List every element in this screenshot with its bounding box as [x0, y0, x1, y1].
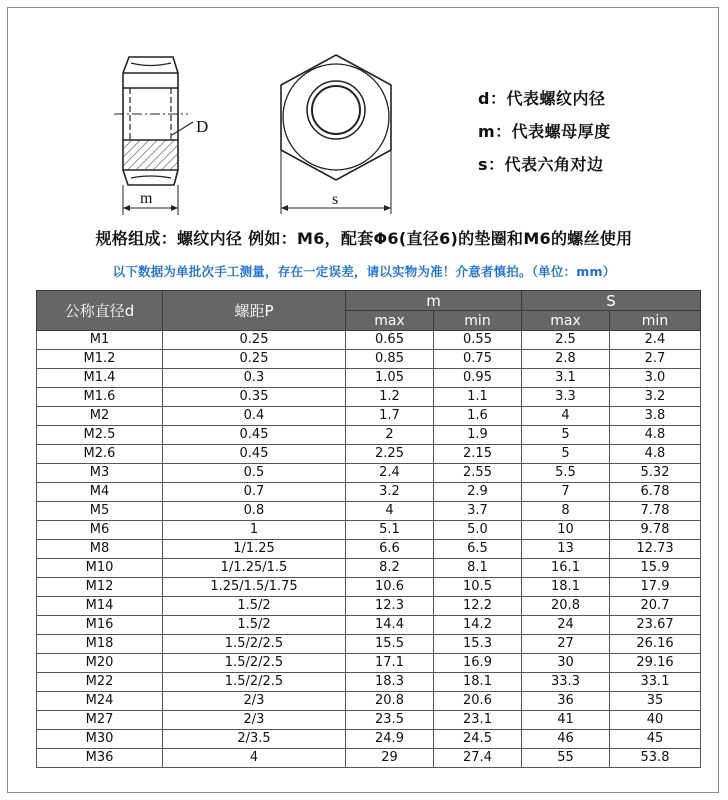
cell-s-max: 46 [522, 730, 610, 749]
legend-s: s：代表六角对边 [478, 155, 604, 174]
cell-pitch: 1.5/2/2.5 [163, 673, 346, 692]
cell-m-min: 10.5 [434, 578, 522, 597]
cell-m-min: 1.9 [434, 426, 522, 445]
cell-pitch: 0.8 [163, 502, 346, 521]
table-row [37, 464, 701, 483]
cell-s-min: 2.7 [610, 350, 701, 369]
cell-s-max: 20.8 [522, 597, 610, 616]
cell-diameter: M22 [37, 673, 163, 692]
cell-s-max: 41 [522, 711, 610, 730]
table-row [37, 521, 701, 540]
spec-description: 规格组成：螺纹内径 例如：M6，配套Φ6(直径6)的垫圈和M6的螺丝使用 [95, 229, 633, 248]
cell-m-min: 20.6 [434, 692, 522, 711]
cell-m-min: 0.95 [434, 369, 522, 388]
cell-s-max: 27 [522, 635, 610, 654]
table-row [37, 331, 701, 350]
cell-pitch: 1.5/2/2.5 [163, 635, 346, 654]
table-row [37, 616, 701, 635]
cell-m-min: 0.75 [434, 350, 522, 369]
cell-pitch: 1.5/2 [163, 616, 346, 635]
cell-pitch: 1/1.25 [163, 540, 346, 559]
cell-s-min: 15.9 [610, 559, 701, 578]
cell-m-max: 2.4 [346, 464, 434, 483]
cell-m-max: 1.2 [346, 388, 434, 407]
cell-m-max: 15.5 [346, 635, 434, 654]
cell-diameter: M2.6 [37, 445, 163, 464]
cell-s-min: 3.0 [610, 369, 701, 388]
table-row [37, 654, 701, 673]
cell-diameter: M10 [37, 559, 163, 578]
table-row [37, 369, 701, 388]
cell-s-max: 4 [522, 407, 610, 426]
cell-m-min: 1.6 [434, 407, 522, 426]
cell-s-min: 35 [610, 692, 701, 711]
table-row [37, 692, 701, 711]
table-row [37, 711, 701, 730]
cell-m-min: 2.9 [434, 483, 522, 502]
cell-m-max: 1.7 [346, 407, 434, 426]
table-row [37, 502, 701, 521]
cell-m-max: 1.05 [346, 369, 434, 388]
cell-m-max: 8.2 [346, 559, 434, 578]
table-row [37, 426, 701, 445]
cell-diameter: M18 [37, 635, 163, 654]
cell-diameter: M4 [37, 483, 163, 502]
cell-pitch: 0.25 [163, 331, 346, 350]
cell-m-max: 29 [346, 749, 434, 768]
cell-pitch: 2/3.5 [163, 730, 346, 749]
cell-m-min: 27.4 [434, 749, 522, 768]
cell-s-min: 7.78 [610, 502, 701, 521]
cell-diameter: M8 [37, 540, 163, 559]
cell-s-min: 17.9 [610, 578, 701, 597]
cell-pitch: 1.5/2/2.5 [163, 654, 346, 673]
cell-s-min: 20.7 [610, 597, 701, 616]
cell-m-max: 12.3 [346, 597, 434, 616]
table-row [37, 578, 701, 597]
cell-s-min: 12.73 [610, 540, 701, 559]
cell-pitch: 1.25/1.5/1.75 [163, 578, 346, 597]
table-row [37, 730, 701, 749]
cell-m-max: 20.8 [346, 692, 434, 711]
table-row [37, 350, 701, 369]
cell-pitch: 0.35 [163, 388, 346, 407]
cell-diameter: M1.4 [37, 369, 163, 388]
header-m-min: min [434, 311, 522, 331]
cell-s-max: 33.3 [522, 673, 610, 692]
cell-s-max: 13 [522, 540, 610, 559]
cell-m-max: 0.85 [346, 350, 434, 369]
cell-m-max: 24.9 [346, 730, 434, 749]
cell-s-max: 5 [522, 445, 610, 464]
cell-s-max: 5.5 [522, 464, 610, 483]
cell-s-min: 6.78 [610, 483, 701, 502]
cell-pitch: 0.5 [163, 464, 346, 483]
cell-s-max: 5 [522, 426, 610, 445]
header-s-max: max [522, 311, 610, 331]
cell-m-min: 16.9 [434, 654, 522, 673]
cell-pitch: 0.3 [163, 369, 346, 388]
cell-diameter: M2 [37, 407, 163, 426]
cell-m-min: 3.7 [434, 502, 522, 521]
cell-s-min: 40 [610, 711, 701, 730]
cell-s-min: 3.8 [610, 407, 701, 426]
cell-m-min: 6.5 [434, 540, 522, 559]
label-m: m [140, 190, 153, 207]
dimension-legend [478, 84, 611, 183]
cell-diameter: M30 [37, 730, 163, 749]
cell-s-max: 3.3 [522, 388, 610, 407]
cell-m-max: 0.65 [346, 331, 434, 350]
cell-s-min: 29.16 [610, 654, 701, 673]
cell-diameter: M1.2 [37, 350, 163, 369]
cell-m-max: 2 [346, 426, 434, 445]
cell-s-max: 2.8 [522, 350, 610, 369]
cell-s-min: 3.2 [610, 388, 701, 407]
cell-diameter: M3 [37, 464, 163, 483]
cell-s-min: 4.8 [610, 426, 701, 445]
cell-m-min: 12.2 [434, 597, 522, 616]
header-s: S [522, 291, 701, 311]
cell-s-max: 10 [522, 521, 610, 540]
table-row [37, 407, 701, 426]
cell-s-max: 30 [522, 654, 610, 673]
cell-m-min: 2.55 [434, 464, 522, 483]
cell-s-max: 3.1 [522, 369, 610, 388]
cell-s-max: 55 [522, 749, 610, 768]
cell-diameter: M20 [37, 654, 163, 673]
label-s: s [332, 191, 339, 208]
cell-m-min: 23.1 [434, 711, 522, 730]
label-d: D [196, 117, 209, 136]
cell-diameter: M24 [37, 692, 163, 711]
cell-m-max: 5.1 [346, 521, 434, 540]
cell-m-min: 0.55 [434, 331, 522, 350]
cell-m-max: 14.4 [346, 616, 434, 635]
cell-m-min: 14.2 [434, 616, 522, 635]
table-body [37, 331, 701, 768]
cell-s-max: 24 [522, 616, 610, 635]
table-row [37, 388, 701, 407]
cell-pitch: 0.7 [163, 483, 346, 502]
nut-side-view [114, 57, 193, 215]
table-row [37, 445, 701, 464]
cell-pitch: 0.45 [163, 426, 346, 445]
cell-s-min: 45 [610, 730, 701, 749]
cell-m-max: 3.2 [346, 483, 434, 502]
cell-s-max: 7 [522, 483, 610, 502]
cell-pitch: 0.25 [163, 350, 346, 369]
header-m: m [346, 291, 522, 311]
legend-m: m：代表螺母厚度 [478, 122, 611, 141]
cell-s-min: 33.1 [610, 673, 701, 692]
cell-s-max: 16.1 [522, 559, 610, 578]
table-row [37, 635, 701, 654]
cell-pitch: 0.4 [163, 407, 346, 426]
cell-diameter: M12 [37, 578, 163, 597]
cell-pitch: 4 [163, 749, 346, 768]
cell-s-min: 53.8 [610, 749, 701, 768]
table-row [37, 540, 701, 559]
cell-pitch: 1/1.25/1.5 [163, 559, 346, 578]
table-row [37, 597, 701, 616]
measurement-note: 以下数据为单批次手工测量，存在一定误差，请以实物为准！介意者慎拍。（单位：mm） [112, 264, 616, 279]
cell-s-min: 23.67 [610, 616, 701, 635]
header-pitch: 螺距P [163, 291, 346, 331]
cell-pitch: 1.5/2 [163, 597, 346, 616]
cell-s-min: 9.78 [610, 521, 701, 540]
cell-pitch: 2/3 [163, 711, 346, 730]
cell-m-min: 15.3 [434, 635, 522, 654]
cell-m-min: 5.0 [434, 521, 522, 540]
cell-s-min: 5.32 [610, 464, 701, 483]
hex-nut-drawing [0, 0, 728, 220]
cell-pitch: 1 [163, 521, 346, 540]
cell-s-min: 2.4 [610, 331, 701, 350]
cell-m-min: 24.5 [434, 730, 522, 749]
table-row [37, 559, 701, 578]
cell-m-max: 17.1 [346, 654, 434, 673]
header-m-max: max [346, 311, 434, 331]
cell-m-min: 18.1 [434, 673, 522, 692]
cell-m-max: 6.6 [346, 540, 434, 559]
cell-diameter: M14 [37, 597, 163, 616]
cell-diameter: M1.6 [37, 388, 163, 407]
cell-s-max: 36 [522, 692, 610, 711]
cell-m-min: 1.1 [434, 388, 522, 407]
cell-s-max: 2.5 [522, 331, 610, 350]
cell-m-max: 2.25 [346, 445, 434, 464]
table-row [37, 673, 701, 692]
cell-m-max: 23.5 [346, 711, 434, 730]
cell-diameter: M2.5 [37, 426, 163, 445]
size-table [36, 290, 701, 768]
cell-pitch: 2/3 [163, 692, 346, 711]
cell-diameter: M16 [37, 616, 163, 635]
cell-s-max: 8 [522, 502, 610, 521]
cell-s-min: 26.16 [610, 635, 701, 654]
cell-diameter: M1 [37, 331, 163, 350]
cell-m-max: 10.6 [346, 578, 434, 597]
cell-m-max: 18.3 [346, 673, 434, 692]
cell-diameter: M27 [37, 711, 163, 730]
cell-m-max: 4 [346, 502, 434, 521]
cell-diameter: M36 [37, 749, 163, 768]
cell-m-min: 8.1 [434, 559, 522, 578]
table-row [37, 483, 701, 502]
legend-d: d：代表螺纹内径 [478, 89, 606, 108]
header-s-min: min [610, 311, 701, 331]
cell-s-min: 4.8 [610, 445, 701, 464]
header-diameter: 公称直径d [37, 291, 163, 331]
table-row [37, 749, 701, 768]
cell-m-min: 2.15 [434, 445, 522, 464]
cell-pitch: 0.45 [163, 445, 346, 464]
cell-diameter: M5 [37, 502, 163, 521]
cell-diameter: M6 [37, 521, 163, 540]
cell-s-max: 18.1 [522, 578, 610, 597]
